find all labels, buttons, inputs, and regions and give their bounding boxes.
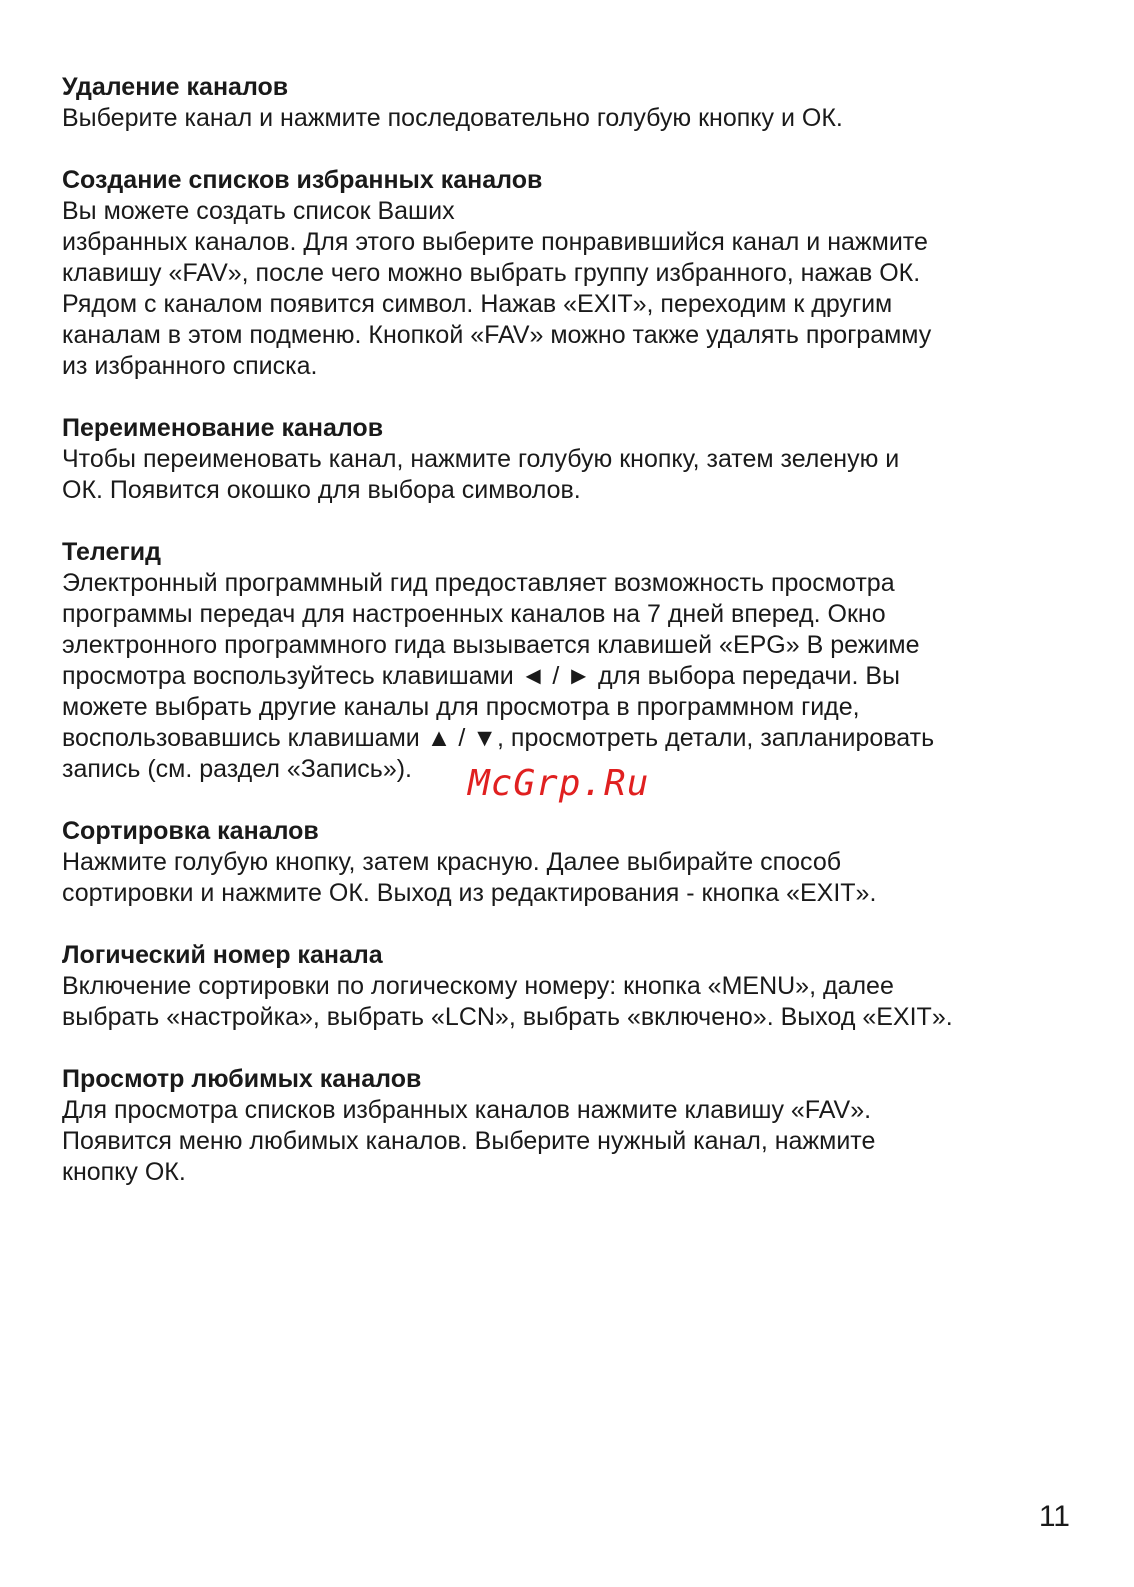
section-favorites-lists xyxy=(62,165,1072,382)
paragraph-line: кнопку ОК. xyxy=(62,1158,186,1186)
section-logical-channel-number xyxy=(62,940,1072,1033)
paragraph-line: Рядом с каналом появится символ. Нажав «EXIT», переходим к другим xyxy=(62,290,893,318)
page-content xyxy=(62,72,1072,1219)
paragraph-line: можете выбрать другие каналы для просмотра в программном гиде, xyxy=(62,693,860,721)
paragraph-line: Электронный программный гид предоставляет возможность просмотра xyxy=(62,569,895,597)
section-sort-channels xyxy=(62,816,1072,909)
paragraph-line: воспользовавшись клавишами ▲ / ▼, просмотреть детали, запланировать xyxy=(62,724,935,752)
paragraph-line: электронного программного гида вызывается клавишей «EPG» В режиме xyxy=(62,631,920,659)
paragraph-line: Выберите канал и нажмите последовательно голубую кнопку и ОК. xyxy=(62,104,843,132)
section-heading: Логический номер канала xyxy=(62,941,383,969)
paragraph-line: выбрать «настройка», выбрать «LCN», выбрать «включено». Выход «EXIT». xyxy=(62,1003,953,1031)
section-heading: Телегид xyxy=(62,538,162,566)
paragraph-line: Нажмите голубую кнопку, затем красную. Далее выбирайте способ xyxy=(62,848,842,876)
paragraph-line: программы передач для настроенных каналов на 7 дней вперед. Окно xyxy=(62,600,886,628)
section-heading: Просмотр любимых каналов xyxy=(62,1065,422,1093)
page-number: 11 xyxy=(1038,1500,1070,1533)
section-heading: Создание списков избранных каналов xyxy=(62,166,543,194)
paragraph-line: ОК. Появится окошко для выбора символов. xyxy=(62,476,581,504)
section-tv-guide xyxy=(62,537,1072,785)
section-heading: Сортировка каналов xyxy=(62,817,319,845)
paragraph-line: из избранного списка. xyxy=(62,352,318,380)
section-heading: Удаление каналов xyxy=(62,73,289,101)
paragraph-line: клавишу «FAV», после чего можно выбрать группу избранного, нажав ОК. xyxy=(62,259,921,287)
paragraph-line: сортировки и нажмите ОК. Выход из редактирования - кнопка «EXIT». xyxy=(62,879,877,907)
paragraph-line: Появится меню любимых каналов. Выберите нужный канал, нажмите xyxy=(62,1127,876,1155)
paragraph-line: каналам в этом подменю. Кнопкой «FAV» можно также удалять программу xyxy=(62,321,932,349)
section-rename-channels xyxy=(62,413,1072,506)
paragraph-line: избранных каналов. Для этого выберите понравившийся канал и нажмите xyxy=(62,228,928,256)
section-view-favorites xyxy=(62,1064,1072,1188)
paragraph-line: Включение сортировки по логическому номеру: кнопка «MENU», далее xyxy=(62,972,894,1000)
paragraph-line: просмотра воспользуйтесь клавишами ◄ / ► для выбора передачи. Вы xyxy=(62,662,901,690)
watermark: McGrp.Ru xyxy=(468,763,650,804)
paragraph-line: Вы можете создать список Ваших xyxy=(62,197,455,225)
paragraph-line: Для просмотра списков избранных каналов нажмите клавишу «FAV». xyxy=(62,1096,872,1124)
paragraph-line: Чтобы переименовать канал, нажмите голубую кнопку, затем зеленую и xyxy=(62,445,900,473)
section-heading: Переименование каналов xyxy=(62,414,384,442)
paragraph-line: запись (см. раздел «Запись»). xyxy=(62,755,412,783)
section-delete-channels xyxy=(62,72,1072,134)
